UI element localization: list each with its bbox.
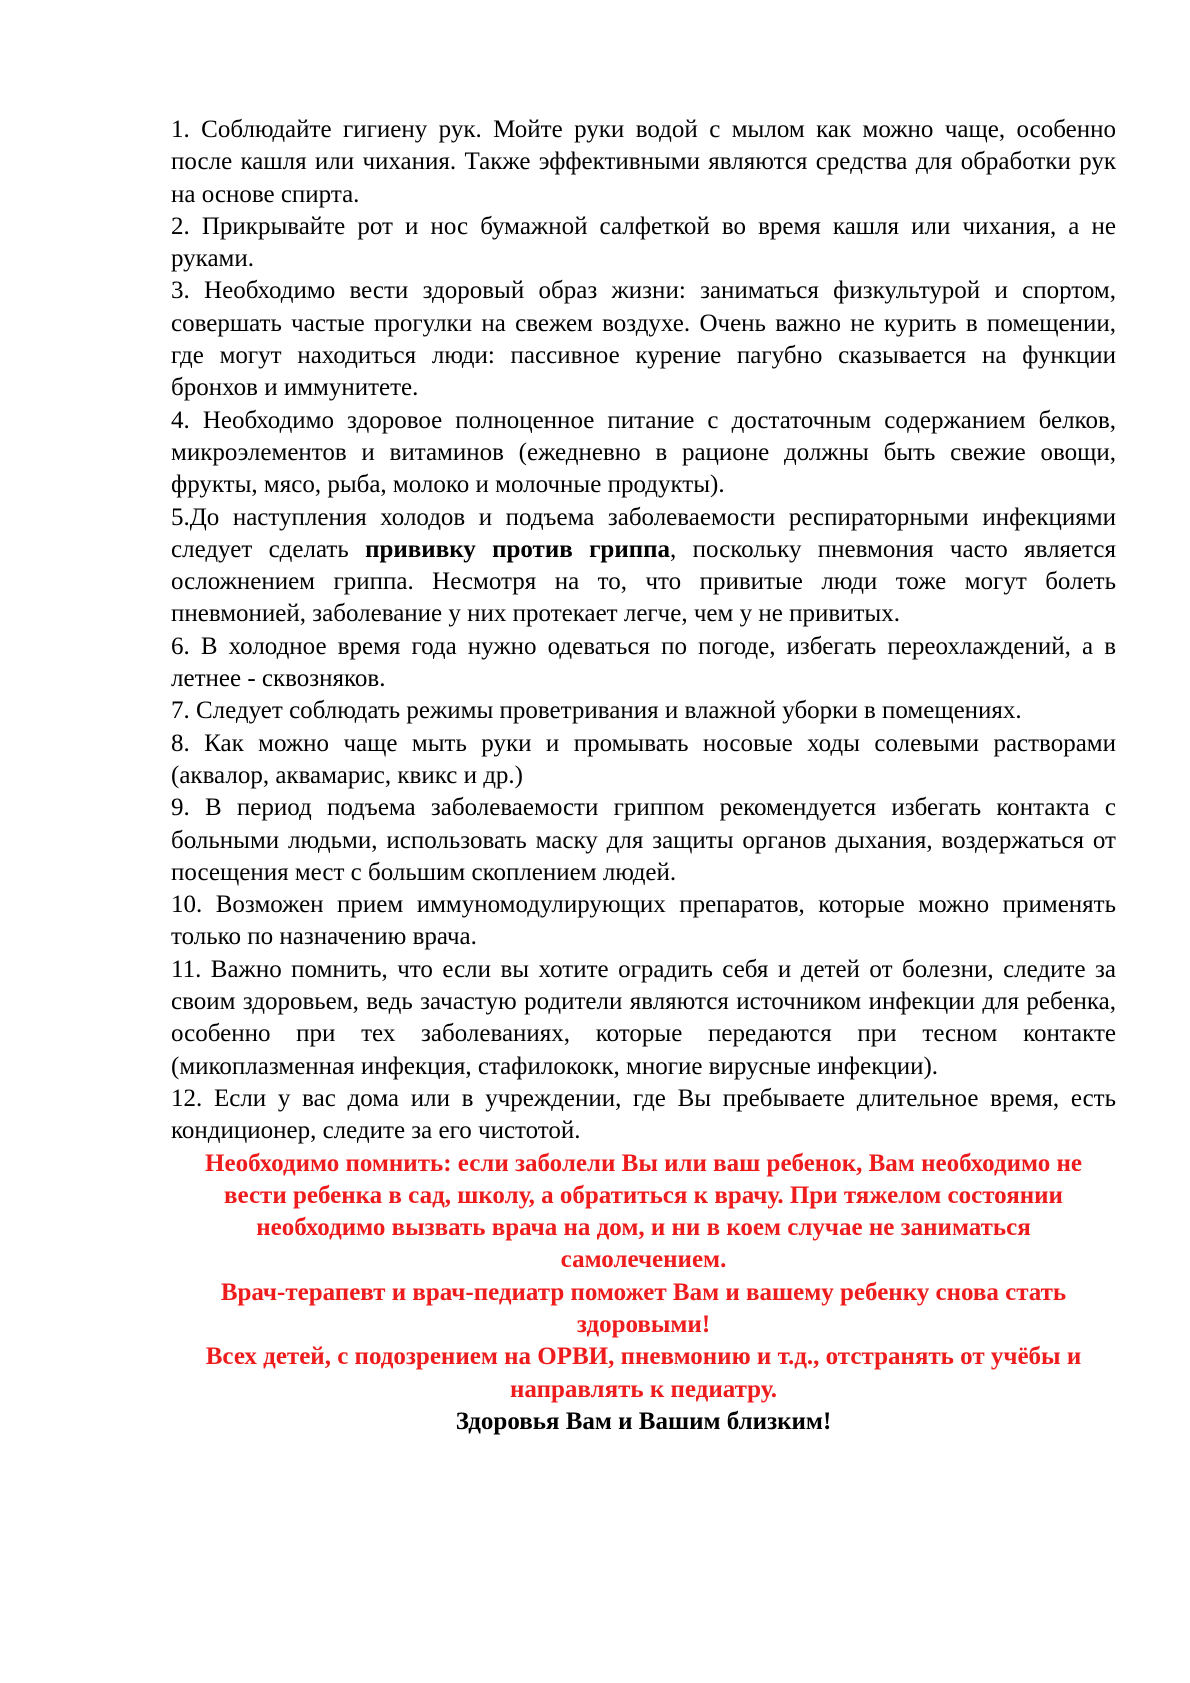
recommendation-12: 12. Если у вас дома или в учреждении, где Вы пребываете длительное время, есть кондиционер, следите за его чистотой. [171,1084,1116,1145]
flu-vaccination-emphasis: прививку против гриппа [365,535,671,563]
recommendation-9: 9. В период подъема заболеваемости гриппом рекомендуется избегать контакта с больными людьми, использовать маску для защиты органов дыхания, воздержаться от посещения мест с большим скоплением людей. [171,794,1116,886]
notice-see-doctor: Необходимо помнить: если заболели Вы или ваш ребенок, Вам необходимо не вести ребенка в сад, школу, а обратиться к врачу. При тяжелом состоянии необходимо вызвать врача на дом, и ни в коем случае не заниматься самолечением. [205,1149,1082,1274]
recommendation-8: 8. Как можно чаще мыть руки и промывать носовые ходы солевыми растворами (аквалор, аквамарис, квикс и др.) [171,729,1116,789]
document-page [171,114,1116,1438]
notice-doctors-help: Врач-терапевт и врач-педиатр поможет Вам и вашему ребенку снова стать здоровыми! [220,1278,1067,1338]
recommendation-4: 4. Необходимо здоровое полноценное питание с достаточным содержанием белков, микроэлементов и витаминов (ежедневно в рационе должны быть свежие овощи, фрукты, мясо, рыба, молоко и молочные продукты). [171,406,1116,499]
closing-wish: Здоровья Вам и Вашим близким! [455,1407,832,1435]
recommendation-2: 2. Прикрывайте рот и нос бумажной салфеткой во время кашля или чихания, а не руками. [171,212,1116,273]
recommendation-10: 10. Возможен прием иммуномодулирующих препаратов, которые можно применять только по назначению врача. [171,891,1116,951]
notice-sick-children: Всех детей, с подозрением на ОРВИ, пневмонию и т.д., отстранять от учёбы и направлять к педиатру. [205,1343,1082,1403]
recommendation-1: 1. Соблюдайте гигиену рук. Мойте руки водой с мылом как можно чаще, особенно после кашля или чихания. Также эффективными являются средства для обработки рук на основе спирта. [171,116,1116,208]
recommendation-5-text-before: 5.До наступления холодов и подъема заболеваемости респираторными инфекциями следует сделать [171,503,1116,563]
recommendation-5-text-after: , поскольку пневмония часто является осложнением гриппа. Несмотря на то, что привитые люди тоже могут болеть пневмонией, заболевание у них протекает легче, чем у не привитых. [171,535,1116,628]
recommendation-7: 7. Следует соблюдать режимы проветривания и влажной уборки в помещениях. [171,697,1022,725]
recommendation-5 [171,502,1116,631]
recommendation-11: 11. Важно помнить, что если вы хотите оградить себя и детей от болезни, следите за своим здоровьем, ведь зачастую родители являются источником инфекции для ребенка, особенно при тех заболеваниях, которые передаются при тесном контакте (микоплазменная инфекция, стафилококк, многие вирусные инфекции). [171,955,1116,1080]
recommendation-6: 6. В холодное время года нужно одеваться по погоде, избегать переохлаждений, а в летнее - сквозняков. [171,632,1116,693]
recommendation-3: 3. Необходимо вести здоровый образ жизни: заниматься физкультурой и спортом, совершать частые прогулки на свежем воздухе. Очень важно не курить в помещении, где могут находиться люди: пассивное курение пагубно сказывается на функции бронхов и иммунитете. [171,277,1116,402]
